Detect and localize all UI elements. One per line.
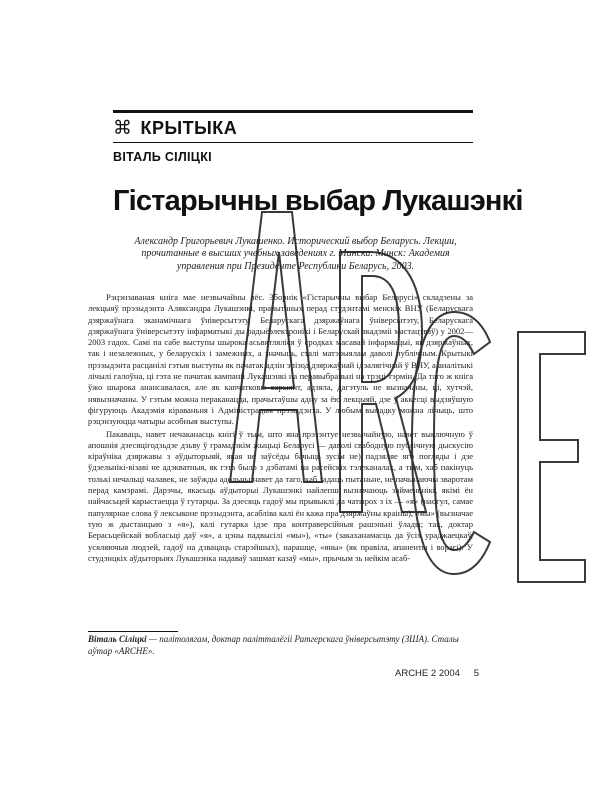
top-rule [113, 110, 473, 113]
footnote-author-name: Віталь Сіліцкі [88, 634, 147, 644]
book-citation: Александр Григорьевич Лукашенко. Исторический выбор Беларусь. Лекции, прочитанные в высших учебных заведениях г. Минска. Минск: Академия управления при Президенте Республики Беларусь, 2003. [134, 236, 457, 272]
body-paragraph: Пакаваць, навет нечаканасць кнігі ў тым, што яна прэзэнтуе незвычайную, навет выключную ў апошнія дзесяцігодзьдзе дзьву ў грамадзкім жыцьці Беларусі — даволі свабодную публічную дыскусію кіраўніка дзяржавы з аўдыторыяй, якая не заўсёды бачыць зусім не) падзяляе яго погляды і дзе ўдзельнікі-візаві не адэкватныя, як гэта было з дэбатамі на расейскіх тэлеканалах, а тым, хаб пакінуць толькі нечальці чалавек, не заўжды адольны навет да таго, каб задаць пытаньне, не пачынаючы зваротам перад камэрамі. Дарэчы, якасьць аўдыторыі Лукашэнкі найлепш вызначаюць займеньнікі, якімі ён найчасьцей карыстаецца ў гутарцы. За дзесяць гадоў мы прывыклі да чатырох з іх — «я» (наогул, самае папулярнае слова ў лексыконе прэзыдэнта, асабліва калі ён кажа пра дзяржаўны краіны), «мы» (вызначае тую ж дыстанцыю з «я»), калі гутарка ідзе пра контраверсійныя рашэньні ўлады; так, доктар Берасьцейскай вобласьці даў «я», а цэны падвысілі «мы»), «ты» (закаханамасць да ўсіх ураджаецкаў, усяляючыя людзей, гадоў на дзвацаць старэйшых), нарашце, «яны» (як правіла, апаненты і ворагі). У студэнцкіх аўдыторыях Лукашэнка надаваў зашмат казаў «мы», прычым зь нейкім асаб- [88, 428, 473, 563]
header-rule [113, 142, 473, 143]
journal-issue: ARCHE 2 2004 [395, 668, 460, 679]
footnote-rule [88, 631, 178, 632]
section-header [113, 116, 237, 140]
article-title: Гістарычны выбар Лукашэнкі [113, 185, 523, 217]
page-number: 5 [473, 668, 479, 679]
article-body [88, 292, 473, 564]
footnote-text: — палітолягам, доктар палітталёгіі Ратгерскага ўніверсытэту (ЗША). Сталы аўтар «ARCHE». [88, 634, 459, 656]
body-paragraph: Рэцэнзаваная кніга мае незвычайны лёс. Зборнік «Гістарычны выбар Беларусі» складзены за лекцыяў прэзыдэнта Аляксандра Лукашэнкі, прачытаных перад студэнтамі менскіх ВНУ (Беларускага дзяржаўнага эканамічнага ўніверсытэту, Беларускага дзяржаўнага ўніверсытэту, Беларускага дзяржаўнага ўніверсытэту інфарматыкі ды радыёэлектронікі і Беларускай акадэміі мастацтваў) у 2002—2003 гадох. Самі па сабе выступы шырока асьвятляліся ў сродках масавай інфармацыі, як дзяржаўных, так і незалежных, у беларускіх і замежных, а значыць, сталі матэрыялам даволі публічным. Крытыкі прэзыдэнта расцанілі гэтыя выступы як пачатак адзін эпізод дзяржаўнай ідэалягічнай ў ВНУ, а аналітыкі лічылі галоўна, ці гэта не пачатак кампаніі Лукашэнкі на перавыбраньні на трэці тэрмін. Да таго ж кніга ўжо шырока анансавалася, але як капчатковы варыянт, адзяла, дагэтуль не вызначаны, ці, хутчэй, нявызначаны. У гэтым можна пераканацца, прачытаўшы адну за ёю лекцыяй, дзе ў аккесці выдзяўшую фігуруюць Акадэмія кіраваньня і Адміністрацыя прэзыдэнта. У любым выпадку можна лічыць, што рэцэнзуюцца чатыры асобныя выступы. [88, 292, 473, 427]
page-folio [395, 668, 479, 679]
command-key-icon: ⌘ [113, 117, 133, 139]
section-title: КРЫТЫКА [140, 117, 238, 138]
article-author: ВІТАЛЬ СІЛІЦКІ [113, 150, 212, 164]
author-footnote [88, 634, 478, 657]
